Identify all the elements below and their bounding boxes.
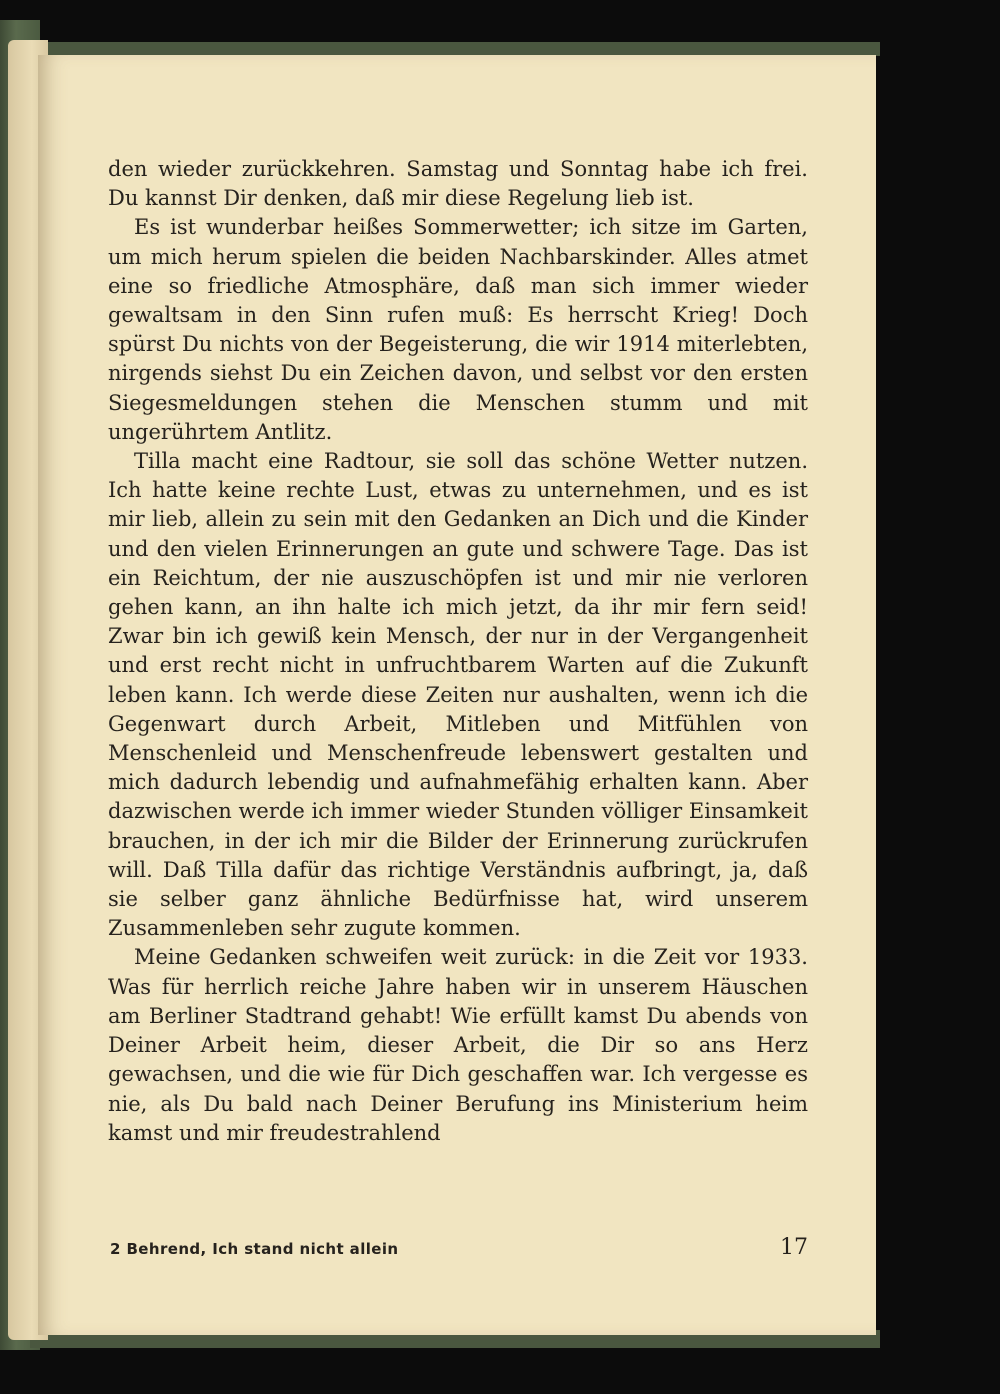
paragraph: Tilla macht eine Radtour, sie soll das schöne Wetter nutzen. Ich hatte keine rechte Lust, etwas zu unternehmen, und es ist mir lieb, allein zu sein mit den Gedanken an Dich und die Kinder und den vielen Erinnerungen an gute und schwere Tage. Das ist ein Reichtum, der nie auszuschöpfen ist und mir nie verloren gehen kann, an ihn halte ich mich jetzt, da ihr mir fern seid! Zwar bin ich gewiß kein Mensch, der nur in der Vergangenheit und erst recht nicht in unfruchtbarem Warten auf die Zukunft leben kann. Ich werde diese Zeiten nur aushalten, wenn ich die Gegenwart durch Arbeit, Mitleben und Mitfühlen von Menschenleid und Menschenfreude lebenswert gestalten und mich dadurch lebendig und aufnahmefähig erhalten kann. Aber dazwischen werde ich immer wieder Stunden völliger Einsamkeit brauchen, in der ich mir die Bilder der Erinnerung zurückrufen will. Daß Tilla dafür das richtige Verständnis aufbringt, ja, daß sie selber ganz ähnliche Bedürfnisse hat, wird unserem Zusammenleben sehr zugute kommen. (108, 449, 808, 941)
book-page (38, 55, 876, 1335)
paragraph-continued: den wieder zurückkehren. Samstag und Sonntag habe ich frei. Du kannst Dir denken, daß mir diese Regelung lieb ist. (108, 157, 808, 211)
page-number: 17 (780, 1235, 808, 1260)
book-cover-top (30, 42, 880, 56)
printer-signature-mark: 2 Behrend, Ich stand nicht allein (110, 1240, 399, 1258)
paragraph: Es ist wunderbar heißes Sommerwetter; ich sitze im Garten, um mich herum spielen die beiden Nachbarskinder. Alles atmet eine so friedliche Atmosphäre, daß man sich immer wieder gewaltsam in den Sinn rufen muß: Es herrscht Krieg! Doch spürst Du nichts von der Begeisterung, die wir 1914 miterlebten, nirgends siehst Du ein Zeichen davon, und selbst vor den ersten Siegesmeldungen stehen die Menschen stumm und mit ungerührtem Antlitz. (108, 215, 808, 444)
paragraph: Meine Gedanken schweifen weit zurück: in die Zeit vor 1933. Was für herrlich reiche Jahre haben wir in unserem Häuschen am Berliner Stadtrand gehabt! Wie erfüllt kamst Du abends von Deiner Arbeit heim, dieser Arbeit, die Dir so ans Herz gewachsen, und die wie für Dich geschaffen war. Ich vergesse es nie, als Du bald nach Deiner Berufung ins Ministerium heim kamst und mir freudestrahlend (108, 945, 808, 1145)
page-body (108, 155, 808, 1148)
